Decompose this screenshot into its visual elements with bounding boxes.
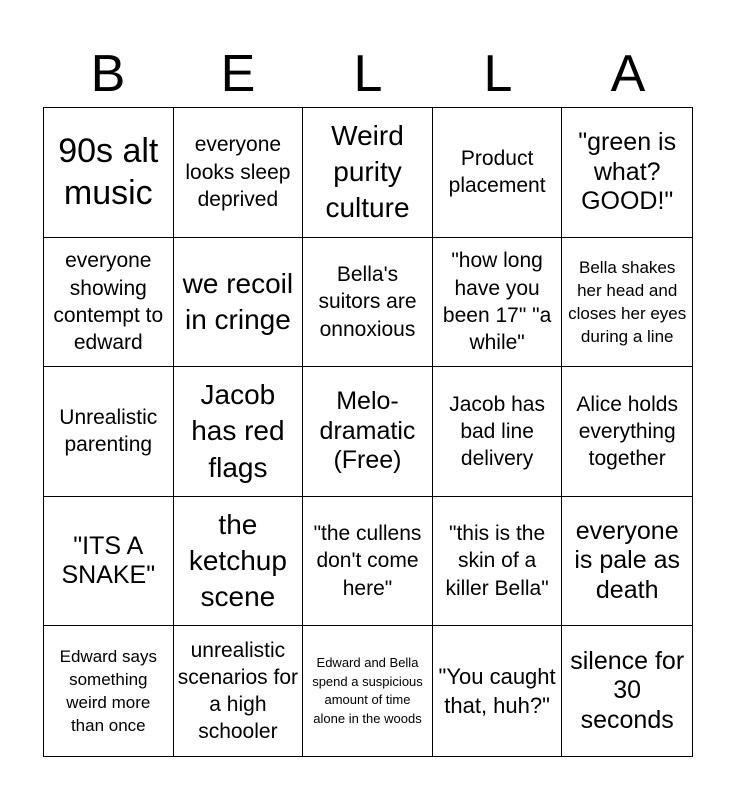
bingo-cell-text: Melo-dramatic (Free) bbox=[319, 387, 416, 475]
bingo-cell-r3-c4[interactable] bbox=[433, 367, 563, 497]
bingo-cell-text: Jacob has bad line delivery bbox=[449, 392, 545, 471]
bingo-cell-text: "green is what? GOOD!" bbox=[578, 128, 677, 216]
header-letter-b: B bbox=[90, 45, 126, 103]
bingo-cell-text: Bella's suitors are onnoxious bbox=[318, 262, 417, 341]
bingo-cell-text: everyone showing contempt to edward bbox=[53, 249, 164, 355]
bingo-cell-text: Unrealistic parenting bbox=[59, 406, 158, 457]
bingo-cell-r2-c5[interactable] bbox=[562, 238, 692, 368]
bingo-cell-r5-c3[interactable] bbox=[303, 626, 433, 756]
bingo-cell-r3-c5[interactable] bbox=[562, 367, 692, 497]
bingo-cell-r1-c5[interactable] bbox=[562, 108, 692, 238]
bingo-cell-text: Jacob has red flags bbox=[191, 378, 285, 483]
bingo-cell-r4-c5[interactable] bbox=[562, 497, 692, 627]
bingo-header bbox=[43, 42, 693, 106]
bingo-cell-r1-c3[interactable] bbox=[303, 108, 433, 238]
bingo-cell-text: "ITS A SNAKE" bbox=[61, 531, 156, 590]
bingo-cell-r5-c5[interactable] bbox=[562, 626, 692, 756]
bingo-cell-r2-c1[interactable] bbox=[44, 238, 174, 368]
bingo-cell-text: Weird purity culture bbox=[325, 119, 410, 224]
bingo-cell-text: Bella shakes her head and closes her eyes during a line bbox=[568, 257, 687, 346]
bingo-cell-text: "You caught that, huh?" bbox=[438, 663, 556, 719]
bingo-cell-text: silence for 30 seconds bbox=[570, 646, 685, 734]
header-letter-l: L bbox=[353, 45, 383, 103]
bingo-cell-r3-c2[interactable] bbox=[174, 367, 304, 497]
header-letter-l-2: L bbox=[483, 45, 513, 103]
bingo-cell-r2-c3[interactable] bbox=[303, 238, 433, 368]
bingo-cell-text: Product placement bbox=[448, 147, 546, 198]
bingo-cell-r3-c3-free[interactable] bbox=[303, 367, 433, 497]
bingo-cell-text: "how long have you been 17" "a while" bbox=[442, 249, 552, 355]
bingo-cell-r1-c4[interactable] bbox=[433, 108, 563, 238]
bingo-cell-text: "this is the skin of a killer Bella" bbox=[445, 522, 549, 600]
bingo-cell-r5-c1[interactable] bbox=[44, 626, 174, 756]
bingo-board bbox=[43, 107, 693, 757]
bingo-cell-text: everyone is pale as death bbox=[574, 516, 680, 604]
bingo-cell-r1-c1[interactable] bbox=[44, 108, 174, 238]
bingo-cell-text: everyone looks sleep deprived bbox=[185, 133, 291, 211]
bingo-cell-r2-c2[interactable] bbox=[174, 238, 304, 368]
bingo-cell-text: Edward and Bella spend a suspicious amount of time alone in the woods bbox=[312, 655, 423, 726]
bingo-cell-text: 90s alt music bbox=[58, 131, 159, 213]
bingo-cell-r1-c2[interactable] bbox=[174, 108, 304, 238]
bingo-cell-text: the ketchup scene bbox=[188, 508, 287, 613]
header-letter-a: A bbox=[610, 45, 646, 103]
bingo-cell-text: we recoil in cringe bbox=[182, 267, 294, 335]
bingo-cell-r2-c4[interactable] bbox=[433, 238, 563, 368]
bingo-cell-text: unrealistic scenarios for a high schooler bbox=[177, 638, 298, 744]
bingo-cell-text: Alice holds everything together bbox=[576, 392, 678, 471]
bingo-cell-r4-c4[interactable] bbox=[433, 497, 563, 627]
bingo-cell-text: Edward says something weird more than once bbox=[59, 646, 157, 736]
bingo-cell-r4-c1[interactable] bbox=[44, 497, 174, 627]
bingo-cell-r5-c4[interactable] bbox=[433, 626, 563, 756]
bingo-cell-r5-c2[interactable] bbox=[174, 626, 304, 756]
bingo-cell-r4-c2[interactable] bbox=[174, 497, 304, 627]
bingo-cell-text: "the cullens don't come here" bbox=[313, 522, 422, 600]
header-letter-e: E bbox=[220, 45, 256, 103]
bingo-cell-r4-c3[interactable] bbox=[303, 497, 433, 627]
bingo-cell-r3-c1[interactable] bbox=[44, 367, 174, 497]
